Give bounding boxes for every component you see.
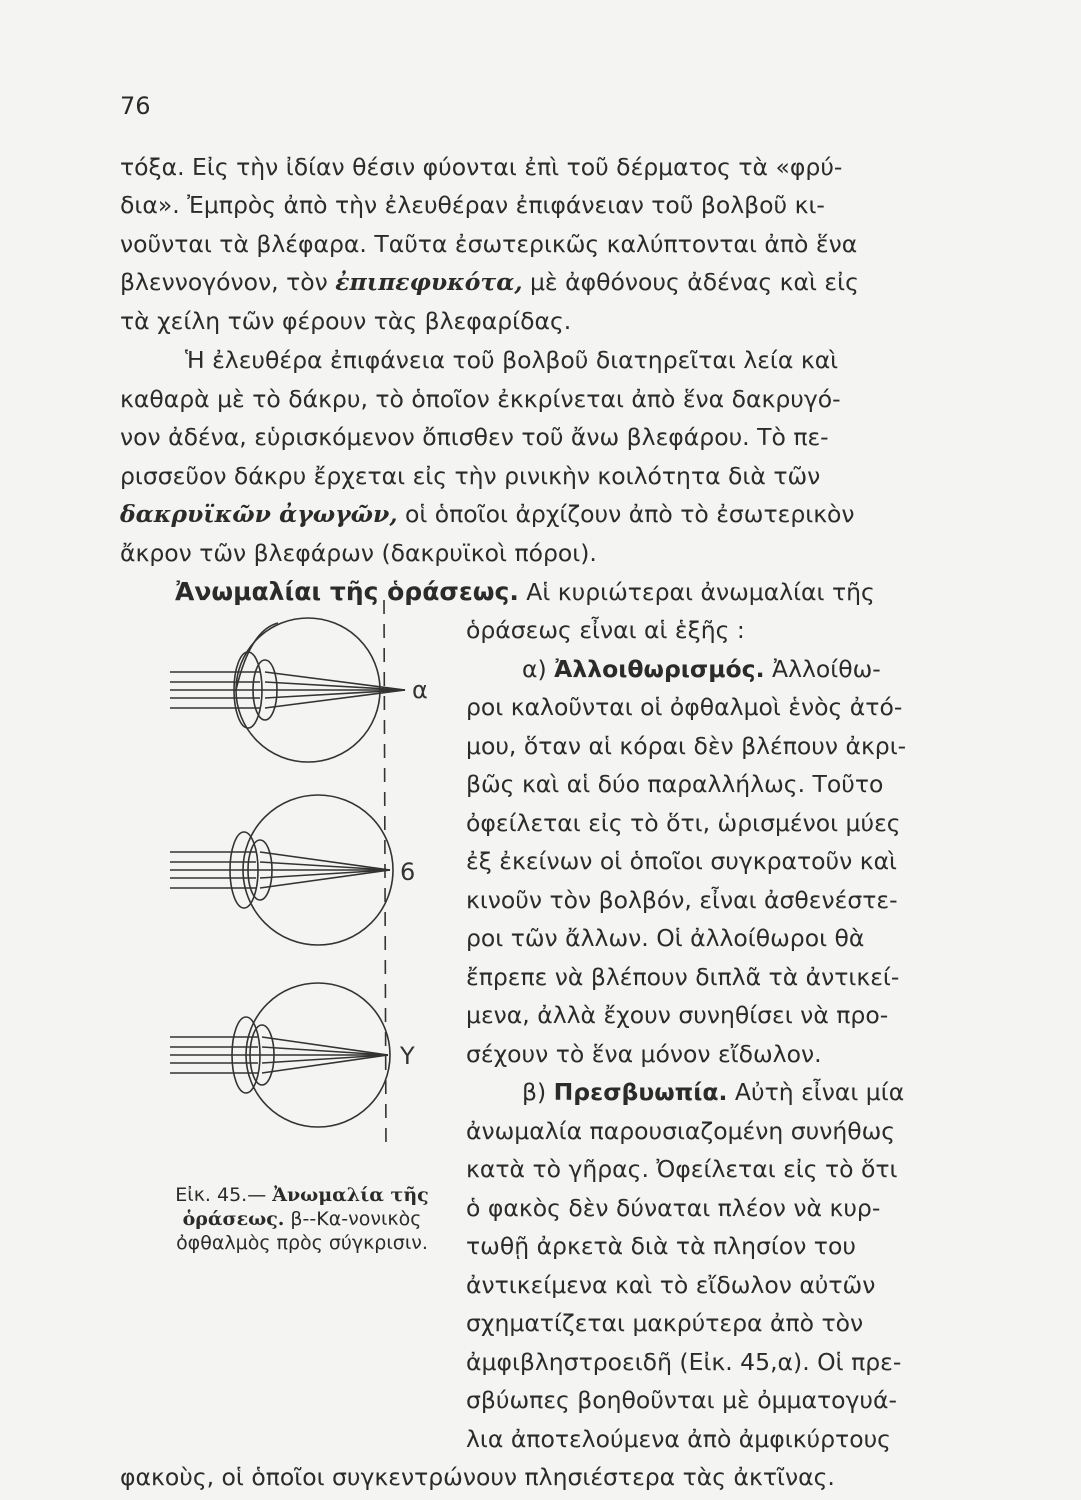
text: μὲ ἀφθόνους ἀδένας καὶ εἰς (522, 268, 859, 296)
page-number: 76 (120, 92, 151, 120)
label-alpha: α (412, 676, 428, 704)
caption-fig-number: Εἰκ. 45.— (175, 1184, 273, 1206)
term-alloithorismos: Ἀλλοιθωρισμός. (554, 655, 765, 683)
text-line: τὰ χείλη τῶν φέρουν τὰς βλεφαρίδας. (120, 307, 572, 335)
text: α) (522, 655, 555, 683)
label-gamma: Y (400, 1042, 415, 1070)
text-line: ροι τῶν ἄλλων. Οἱ ἀλλοίθωροι θὰ (466, 924, 865, 952)
text-line: καθαρὰ μὲ τὸ δάκρυ, τὸ ὁποῖον ἐκκρίνεται ἀπὸ ἕνα δακρυγό- (120, 385, 841, 413)
text-line: σέχουν τὸ ἕνα μόνον εἴδωλον. (466, 1040, 822, 1068)
text-line: Ἡ ἐλευθέρα ἐπιφάνεια τοῦ βολβοῦ διατηρεῖται λεία καὶ (185, 346, 839, 374)
text-line: ἔπρεπε νὰ βλέπουν διπλᾶ τὰ ἀντικεί- (466, 963, 900, 991)
term-epipefykota: ἐπιπεφυκότα, (335, 268, 523, 296)
text-line: δια». Ἐμπρὸς ἀπὸ τὴν ἐλευθέραν ἐπιφάνειαν τοῦ βολβοῦ κι- (120, 191, 825, 219)
text-line: κινοῦν τὸν βολβόν, εἶναι ἀσθενέστε- (466, 886, 898, 914)
text-line: ροι καλοῦνται οἱ ὀφθαλμοὶ ἑνὸς ἀτό- (466, 693, 903, 721)
text-line (120, 499, 855, 529)
text-line: ρισσεῦον δάκρυ ἔρχεται εἰς τὴν ρινικὴν κοιλότητα διὰ τῶν (120, 462, 821, 490)
text-line (522, 1077, 904, 1107)
eye-diagrams (160, 590, 450, 1160)
text-line: ἀνωμαλία παρουσιαζομένη συνήθως (466, 1117, 896, 1145)
text-line (522, 654, 881, 684)
eye-diagram-b (170, 795, 393, 945)
text: οἱ ὁποῖοι ἀρχίζουν ἀπὸ τὸ ἐσωτερικὸν (397, 500, 855, 528)
text-line: τωθῇ ἀρκετὰ διὰ τὰ πλησίον του (466, 1232, 856, 1260)
text-line: σβύωπες βοηθοῦνται μὲ ὀμματογυά- (466, 1386, 897, 1414)
text-line: ἀμφιβληστροειδῆ (Εἰκ. 45,α). Οἱ πρε- (466, 1348, 902, 1376)
text-line: φακοὺς, οἱ ὁποῖοι συγκεντρώνουν πλησιέστερα τὰς ἀκτῖνας. (120, 1463, 835, 1491)
text-line: ἐξ ἐκείνων οἱ ὁποῖοι συγκρατοῦν καὶ (466, 847, 898, 875)
text-line: ὁράσεως εἶναι αἱ ἑξῆς : (466, 616, 745, 644)
text-line: ὀφείλεται εἰς τὸ ὅτι, ὡρισμένοι μύες (466, 809, 901, 837)
text: Αὐτὴ εἶναι μία (727, 1078, 905, 1106)
label-beta: 6 (400, 858, 416, 886)
text-line: ἄκρον τῶν βλεφάρων (δακρυϊκοὶ πόροι). (120, 539, 597, 567)
text-line: μενα, ἀλλὰ ἔχουν συνηθίσει νὰ προ- (466, 1001, 889, 1029)
text-line: σχηματίζεται μακρύτερα ἀπὸ τὸν (466, 1309, 864, 1337)
caption-rest: β--Κα-νονικὸς ὀφθαλμὸς πρὸς σύγκρισιν. (176, 1208, 428, 1254)
term-presvyopia: Πρεσβυωπία. (553, 1078, 728, 1106)
eye-figure (160, 590, 450, 1160)
text-line (120, 267, 859, 297)
eye-diagram-y (170, 983, 390, 1127)
text: β) (522, 1078, 554, 1106)
text-line: λια ἀποτελούμενα ἀπὸ ἀμφικύρτους (466, 1425, 891, 1453)
focal-line (384, 600, 386, 1150)
text-line: ὁ φακὸς δὲν δύναται πλέον νὰ κυρ- (466, 1194, 881, 1222)
text: βλεννογόνον, τὸν (120, 268, 336, 296)
text-line: μου, ὅταν αἱ κόραι δὲν βλέπουν ἀκρι- (466, 732, 907, 760)
text-line: κατὰ τὸ γῆρας. Ὀφείλεται εἰς τὸ ὅτι (466, 1155, 898, 1183)
figure-caption (172, 1183, 432, 1255)
text-line: βῶς καὶ αἱ δύο παραλλήλως. Τοῦτο (466, 770, 884, 798)
term-dakryikon-agogon: δακρυϊκῶν ἀγωγῶν, (120, 500, 398, 528)
text-line: νοῦνται τὰ βλέφαρα. Ταῦτα ἐσωτερικῶς καλύπτονται ἀπὸ ἕνα (120, 230, 858, 258)
text: Αἱ κυριώτεραι ἀνωμαλίαι τῆς (518, 578, 875, 606)
text: Ἀλλοίθω- (764, 655, 881, 683)
text-line: ἀντικείμενα καὶ τὸ εἴδωλον αὐτῶν (466, 1271, 876, 1299)
section-heading: Ἀνωμαλίαι τῆς ὁράσεως. (175, 577, 519, 606)
caption-title: Ἀνωμαλία τῆς ὁράσεως. (182, 1184, 429, 1230)
text-line: νον ἀδένα, εὑρισκόμενον ὄπισθεν τοῦ ἄνω βλεφάρου. Τὸ πε- (120, 423, 829, 451)
eye-diagram-a (170, 618, 405, 762)
text-line: τόξα. Εἰς τὴν ἰδίαν θέσιν φύονται ἐπὶ τοῦ δέρματος τὰ «φρύ- (120, 153, 843, 181)
